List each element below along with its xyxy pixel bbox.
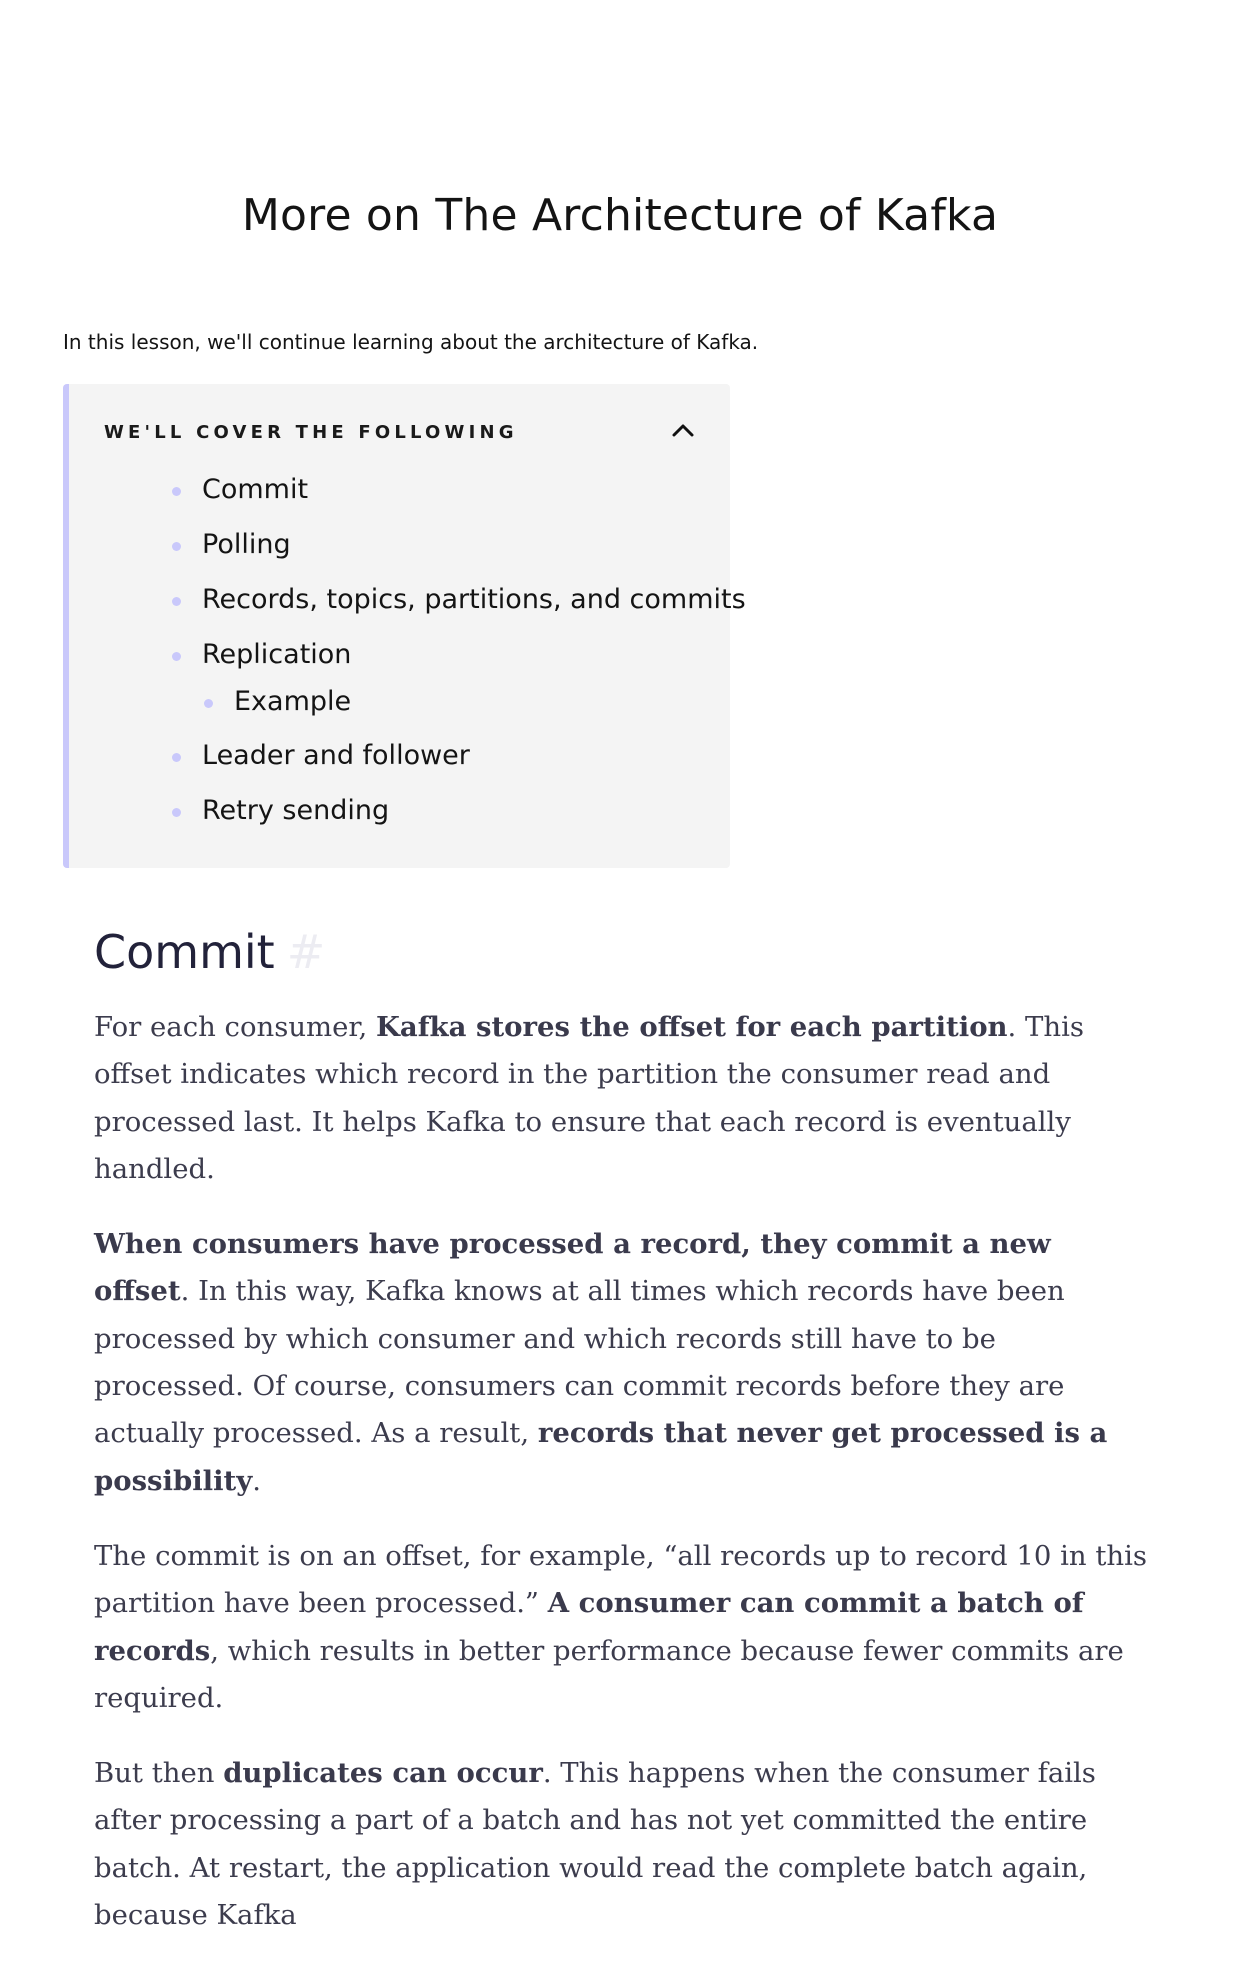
bold-text: A consumer can commit a batch of records (94, 1587, 1084, 1667)
text-span: . In this way, Kafka knows at all times which records have been processed by which consumer and which records still have to be processed. Of course, consumers can commit records before they are actually processed. As a result, (94, 1275, 1065, 1450)
toc-item-leader-follower[interactable] (69, 738, 746, 793)
text-span: But then (94, 1757, 224, 1790)
article-body (94, 1004, 1154, 1967)
bold-text: records that never get processed is a possibility (94, 1417, 1108, 1497)
toc-item-retry-sending[interactable] (69, 793, 746, 848)
text-span: For each consumer, (94, 1011, 376, 1043)
toc-item-label: Commit (202, 474, 309, 505)
toc-item-commit[interactable] (69, 472, 746, 527)
toc-item-label: Example (234, 686, 352, 717)
toc-item-label: Polling (202, 529, 291, 560)
bullet-icon (172, 597, 181, 606)
heading-anchor-link[interactable]: # (286, 925, 326, 979)
toc-item-records[interactable] (69, 582, 746, 637)
section-heading-text: Commit (94, 925, 275, 979)
paragraph (94, 1221, 1154, 1505)
text-span: . (252, 1464, 261, 1497)
chevron-up-icon[interactable] (670, 420, 696, 440)
bullet-icon (204, 699, 213, 708)
toc-item-label: Leader and follower (202, 740, 470, 771)
paragraph (94, 1533, 1154, 1722)
bold-text: Kafka stores the offset for each partition (376, 1011, 1008, 1043)
bullet-icon (172, 487, 181, 496)
toc-list (69, 472, 746, 848)
bold-text: duplicates can occur (223, 1757, 543, 1790)
toc-item-polling[interactable] (69, 527, 746, 582)
paragraph (94, 1004, 1154, 1193)
toc-item-replication[interactable] (69, 637, 746, 684)
text-span: . This happens when the consumer fails after processing a part of a batch and has not yet committed the entire batch. At restart, the application would read the complete batch again, because Kafka (94, 1757, 1096, 1932)
bullet-icon (172, 652, 181, 661)
toc-item-label: Retry sending (202, 795, 390, 826)
text-span: The commit is on an offset, for example, “all records up to record 10 in this partition have been processed.” (94, 1539, 1148, 1620)
text-span: , which results in better performance because fewer commits are required. (94, 1634, 1124, 1714)
toc-item-label: Replication (202, 639, 352, 670)
paragraph (94, 1750, 1154, 1939)
bullet-icon (172, 753, 181, 762)
lesson-intro: In this lesson, we'll continue learning about the architecture of Kafka. (63, 330, 759, 354)
section-heading-commit (94, 925, 325, 979)
bold-text: When consumers have processed a record, they commit a new offset (94, 1228, 1051, 1308)
bullet-icon (172, 542, 181, 551)
toc-item-label: Records, topics, partitions, and commits (202, 584, 746, 615)
page-title: More on The Architecture of Kafka (241, 190, 999, 241)
bullet-icon (172, 808, 181, 817)
toc-item-example[interactable] (69, 684, 746, 738)
toc-header: WE'LL COVER THE FOLLOWING (104, 422, 518, 443)
text-span: . This offset indicates which record in the partition the consumer read and processed last. It helps Kafka to ensure that each record is eventually handled. (94, 1011, 1084, 1185)
toc-panel (63, 384, 746, 868)
